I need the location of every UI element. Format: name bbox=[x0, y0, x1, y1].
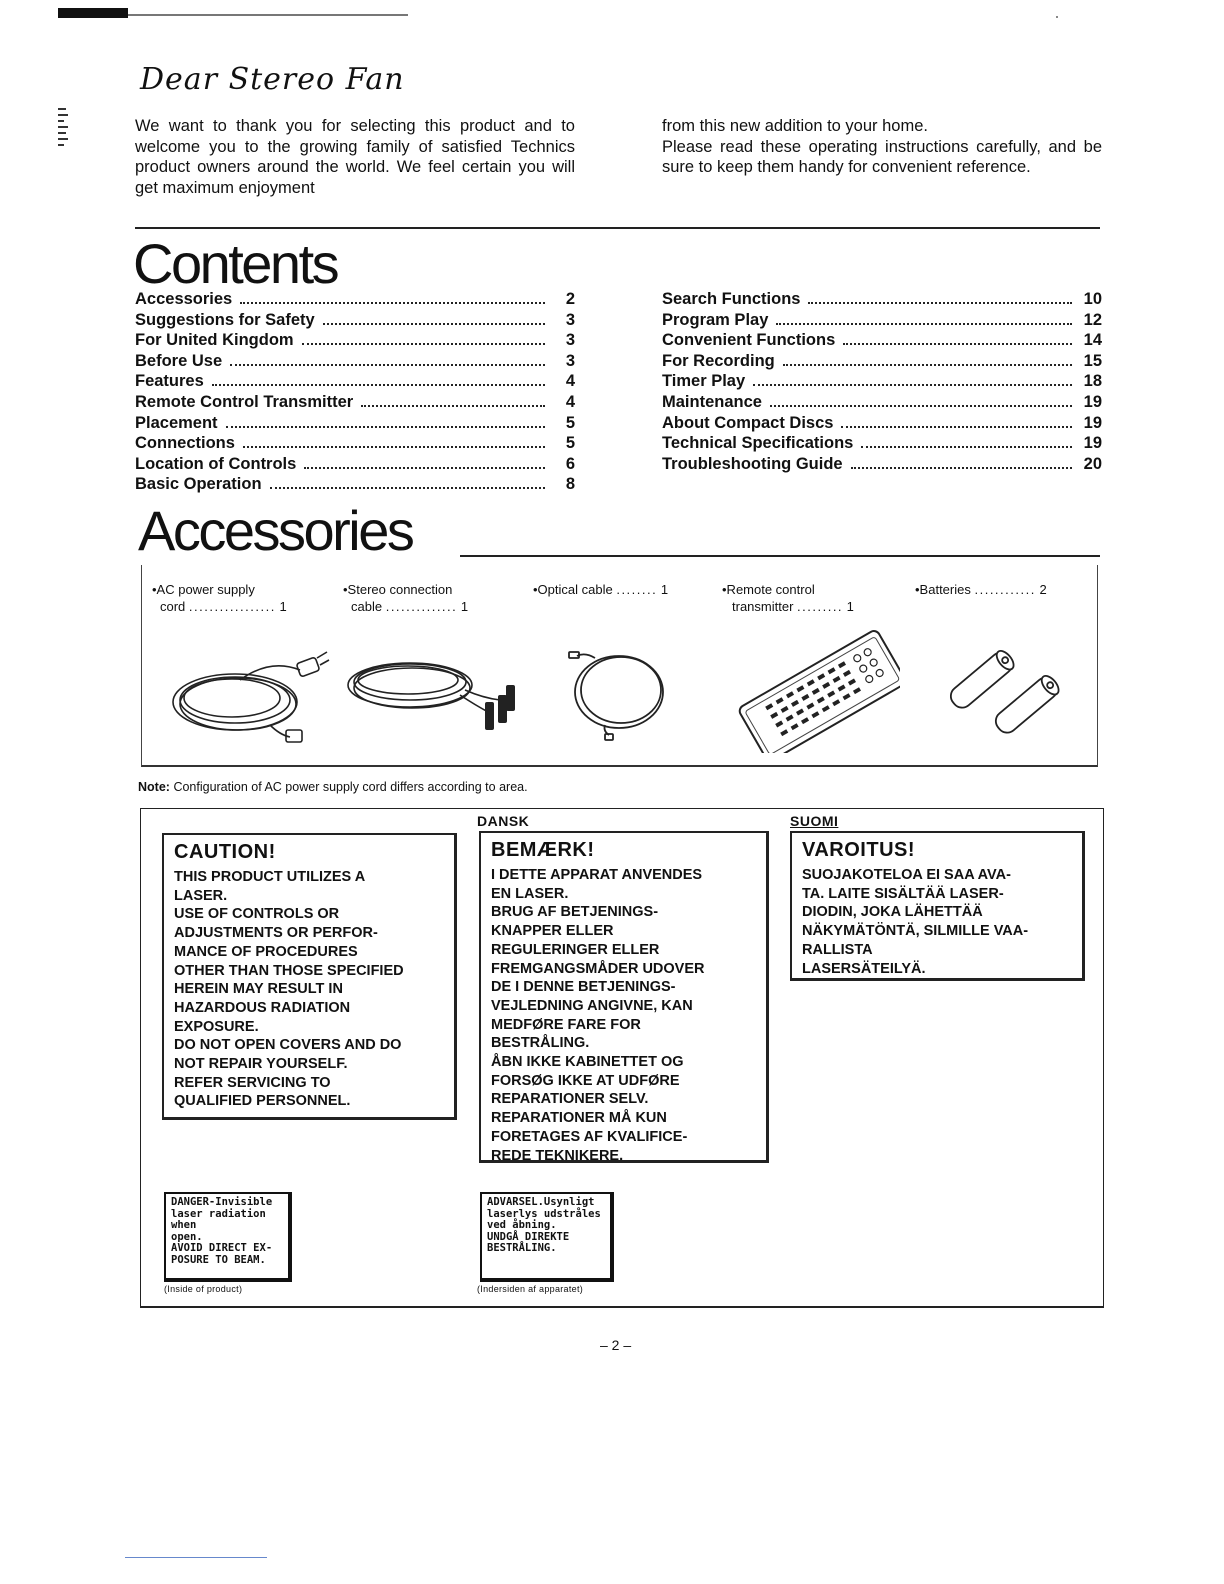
toc-entry-title: Before Use bbox=[135, 351, 223, 370]
toc-entry-title: Remote Control Transmitter bbox=[135, 392, 354, 411]
toc-entry-page: 10 bbox=[1083, 290, 1102, 308]
toc-leader bbox=[323, 323, 545, 325]
scan-artifact bbox=[128, 14, 408, 16]
advarsel-label: ADVARSEL.Usynligt laserlys udstråles ved åbning. UNDGÅ DIREKTE BESTRÅLING. bbox=[480, 1192, 614, 1282]
scan-artifact bbox=[1056, 16, 1058, 18]
toc-entry-page: 4 bbox=[565, 372, 575, 391]
toc-entry[interactable] bbox=[662, 330, 1102, 351]
toc-leader bbox=[841, 426, 1072, 428]
danger-label-caption: (Inside of product) bbox=[164, 1284, 243, 1294]
remote-control-icon bbox=[725, 628, 900, 753]
toc-entry-page: 4 bbox=[565, 392, 575, 411]
toc-entry[interactable] bbox=[662, 454, 1102, 475]
toc-leader bbox=[270, 487, 545, 489]
toc-leader bbox=[808, 302, 1072, 304]
toc-entry[interactable] bbox=[662, 392, 1102, 413]
toc-leader bbox=[753, 384, 1072, 386]
caution-title: CAUTION! bbox=[174, 841, 276, 863]
toc-entry-page: 14 bbox=[1083, 331, 1102, 350]
toc-entry-title: Features bbox=[135, 372, 204, 391]
bemaerk-title: BEMÆRK! bbox=[491, 839, 595, 861]
toc-leader bbox=[243, 446, 545, 448]
toc-entry[interactable] bbox=[135, 474, 575, 495]
language-label-dansk: DANSK bbox=[477, 813, 530, 829]
accessory-label-stereo-cable: •Stereo connection cable .............. 1 bbox=[343, 582, 469, 614]
toc-leader bbox=[783, 364, 1072, 366]
toc-entry[interactable] bbox=[135, 310, 575, 331]
varoitus-title: VAROITUS! bbox=[802, 839, 916, 861]
toc-entry-title: For Recording bbox=[662, 351, 775, 370]
toc-entry-title: Location of Controls bbox=[135, 454, 297, 473]
toc-entry[interactable] bbox=[135, 392, 575, 413]
greeting-heading: Dear Stereo Fan bbox=[140, 62, 405, 97]
toc-entry[interactable] bbox=[135, 454, 575, 475]
toc-entry-page: 8 bbox=[565, 475, 575, 494]
toc-entry[interactable] bbox=[662, 351, 1102, 372]
toc-entry-page: 19 bbox=[1083, 392, 1102, 411]
toc-leader bbox=[776, 323, 1072, 325]
divider bbox=[460, 555, 1100, 557]
toc-entry-title: Accessories bbox=[135, 290, 233, 308]
toc-entry-title: Search Functions bbox=[662, 290, 801, 308]
toc-entry-title: Technical Specifications bbox=[662, 434, 854, 453]
intro-paragraph-right bbox=[662, 116, 1102, 178]
toc-entry-page: 3 bbox=[565, 310, 575, 329]
toc-entry-page: 18 bbox=[1083, 372, 1102, 391]
toc-entry-title: Program Play bbox=[662, 310, 769, 329]
toc-entry-page: 20 bbox=[1083, 454, 1102, 473]
toc-entry-title: For United Kingdom bbox=[135, 331, 294, 350]
toc-entry-title: Maintenance bbox=[662, 392, 762, 411]
toc-left-column bbox=[135, 289, 575, 495]
optical-cable-icon bbox=[565, 640, 685, 750]
toc-entry-title: Convenient Functions bbox=[662, 331, 836, 350]
caution-text: THIS PRODUCT UTILIZES A LASER. USE OF CONTROLS OR ADJUSTMENTS OR PERFOR- MANCE OF PROCEDURES OTHER THAN THOSE SPECIFIED HEREIN MAY RESULT IN HAZARDOUS RADIATION EXPOSURE. DO NOT OPEN COVERS AND DO NOT REPAIR YOURSELF. REFER SERVICING TO QUALIFIED PERSONNEL. bbox=[174, 869, 404, 1110]
accessory-label-optical-cable: •Optical cable ........ 1 bbox=[533, 582, 669, 597]
toc-entry[interactable] bbox=[662, 413, 1102, 434]
toc-entry-page: 3 bbox=[565, 331, 575, 350]
toc-entry[interactable] bbox=[135, 371, 575, 392]
varoitus-box bbox=[790, 831, 1085, 981]
toc-entry-title: About Compact Discs bbox=[662, 413, 834, 432]
toc-entry-page: 6 bbox=[565, 454, 575, 473]
language-label-suomi: SUOMI bbox=[790, 813, 839, 829]
toc-entry[interactable] bbox=[135, 330, 575, 351]
accessories-heading: Accessories bbox=[138, 499, 413, 562]
divider bbox=[135, 227, 1100, 229]
toc-right-column bbox=[662, 289, 1102, 474]
toc-leader bbox=[230, 364, 545, 366]
toc-entry[interactable] bbox=[135, 289, 575, 310]
toc-entry-title: Placement bbox=[135, 413, 218, 432]
power-cord-icon bbox=[160, 640, 330, 750]
intro-right-text: Please read these operating instructions carefully, and be sure to keep them handy for convenient reference. bbox=[662, 137, 1102, 177]
batteries-icon bbox=[940, 640, 1070, 750]
toc-entry-title: Connections bbox=[135, 434, 235, 453]
accessory-label-power-cord: •AC power supply cord ................. 1 bbox=[152, 582, 287, 614]
toc-entry[interactable] bbox=[135, 413, 575, 434]
toc-leader bbox=[361, 405, 545, 407]
varoitus-text: SUOJAKOTELOA EI SAA AVA- TA. LAITE SISÄLTÄÄ LASER- DIODIN, JOKA LÄHETTÄÄ NÄKYMÄTÖNTÄ, SILMILLE VAA- RALLISTA LASERSÄTEILYÄ. bbox=[802, 867, 1029, 977]
stereo-cable-icon bbox=[340, 640, 525, 750]
intro-right-line: from this new addition to your home. bbox=[662, 117, 928, 135]
intro-paragraph-left: We want to thank you for selecting this product and to welcome you to the growing family of satisfied Technics product owners around the world. We feel certain you will get maximum enjoyment bbox=[135, 117, 575, 197]
toc-entry[interactable] bbox=[662, 289, 1102, 310]
toc-leader bbox=[212, 384, 545, 386]
toc-leader bbox=[843, 343, 1072, 345]
accessories-note: Note: Configuration of AC power supply cord differs according to area. bbox=[138, 780, 528, 794]
toc-leader bbox=[226, 426, 545, 428]
page-number: – 2 – bbox=[600, 1337, 632, 1353]
scan-artifact bbox=[58, 8, 128, 18]
toc-entry-page: 5 bbox=[565, 413, 575, 432]
danger-label: DANGER-Invisible laser radiation when open. AVOID DIRECT EX- POSURE TO BEAM. bbox=[164, 1192, 292, 1282]
toc-entry[interactable] bbox=[662, 433, 1102, 454]
advarsel-label-caption: (Indersiden af apparatet) bbox=[477, 1284, 584, 1294]
caution-box bbox=[162, 833, 457, 1120]
toc-leader bbox=[240, 302, 545, 304]
footer-rule bbox=[125, 1557, 267, 1558]
toc-entry-page: 2 bbox=[565, 290, 575, 308]
toc-entry[interactable] bbox=[135, 433, 575, 454]
accessory-label-batteries: •Batteries ............ 2 bbox=[915, 582, 1047, 597]
accessory-label-remote-control: •Remote control transmitter ......... 1 bbox=[722, 582, 854, 614]
toc-entry-page: 5 bbox=[565, 434, 575, 453]
bemaerk-text: I DETTE APPARAT ANVENDES EN LASER. BRUG AF BETJENINGS- KNAPPER ELLER REGULERINGER ELLER FREMGANGSMÅDER UDOVER DE I DENNE BETJENINGS- VEJLEDNING ANGIVNE, KAN MEDFØRE FARE FOR BESTRÅLING. ÅBN IKKE KABINETTET OG FORSØG IKKE AT UDFØRE REPARATIONER SELV. REPARATIONER MÅ KUN FORETAGES AF KVALIFICE- REDE TEKNIKERE. bbox=[491, 867, 705, 1164]
toc-entry-title: Timer Play bbox=[662, 372, 746, 391]
bemaerk-box bbox=[479, 831, 769, 1163]
toc-entry-page: 19 bbox=[1083, 434, 1102, 453]
toc-leader bbox=[770, 405, 1072, 407]
toc-entry-page: 3 bbox=[565, 351, 575, 370]
toc-leader bbox=[861, 446, 1072, 448]
toc-leader bbox=[851, 467, 1072, 469]
margin-marks bbox=[58, 108, 68, 150]
toc-entry-title: Troubleshooting Guide bbox=[662, 454, 843, 473]
toc-entry[interactable] bbox=[662, 310, 1102, 331]
toc-entry[interactable] bbox=[135, 351, 575, 372]
toc-entry-title: Suggestions for Safety bbox=[135, 310, 315, 329]
contents-heading: Contents bbox=[133, 232, 338, 295]
toc-entry-title: Basic Operation bbox=[135, 475, 262, 494]
toc-entry-page: 15 bbox=[1083, 351, 1102, 370]
toc-entry[interactable] bbox=[662, 371, 1102, 392]
toc-leader bbox=[302, 343, 545, 345]
toc-leader bbox=[304, 467, 545, 469]
toc-entry-page: 19 bbox=[1083, 413, 1102, 432]
toc-entry-page: 12 bbox=[1083, 310, 1102, 329]
